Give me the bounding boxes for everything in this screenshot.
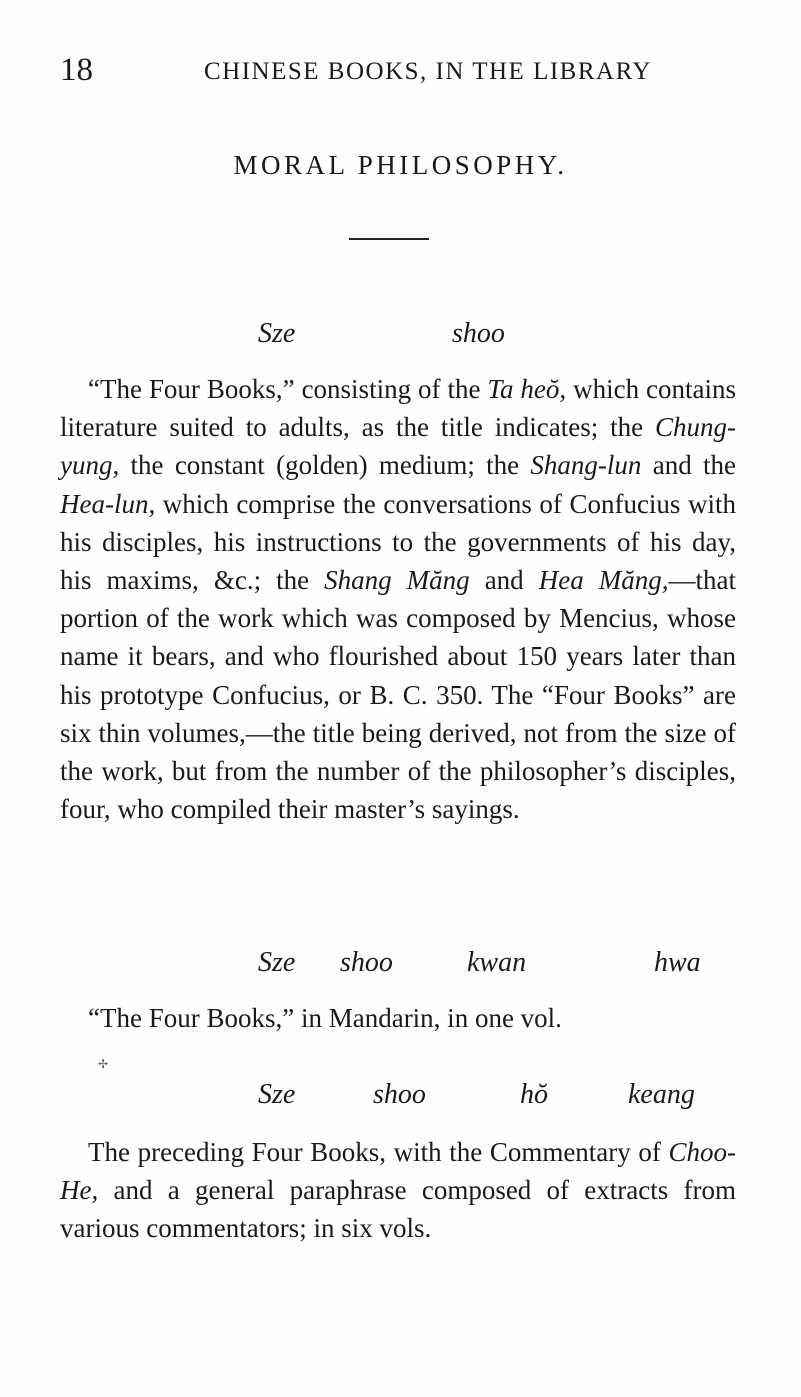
entry-1-title-hea-lun: Hea-lun,	[60, 488, 156, 519]
entry-1-era: B. C.	[369, 679, 428, 710]
entry-1-text-8: 350. The “Four Books” are six thin volumes,—the title being derived, not from the size of the work, but from the number of the philosopher’s disciples, four, who compiled their master’s sayings.	[60, 679, 736, 825]
entry-2-romanized-2: shoo	[340, 947, 393, 978]
ink-speck: ✢	[98, 1057, 109, 1071]
entry-1-text-2: which contains literature suited to adults, as the title indicates; the	[60, 374, 737, 443]
entry-3-text-2: and a general paraphrase composed of extracts from various commentators; in six vols.	[60, 1175, 736, 1244]
running-head: CHINESE BOOKS, IN THE LIBRARY	[204, 58, 652, 85]
section-divider	[349, 238, 429, 240]
entry-1-description	[60, 370, 736, 828]
entry-1-text-1: “The Four Books,” consisting of the	[88, 374, 488, 404]
entry-1-title-shang-mang: Shang Măng	[324, 565, 470, 596]
entry-1-title-shang-lun: Shang-lun	[530, 450, 642, 481]
entry-1-text-4: and the	[641, 450, 736, 481]
entry-3-description	[60, 1133, 736, 1248]
entry-3-title-choo-he: Choo-He,	[60, 1137, 736, 1206]
entry-2-text: “The Four Books,” in Mandarin, in one vol.	[88, 1003, 562, 1033]
entry-1-text-6: and	[469, 565, 539, 596]
entry-3-romanized-2: shoo	[373, 1079, 426, 1110]
page-header	[60, 52, 740, 96]
entry-1-romanized-2: shoo	[452, 318, 505, 349]
entry-3-romanized-1: Sze	[258, 1079, 296, 1110]
entry-3-text-1: The preceding Four Books, with the Commentary of	[88, 1137, 669, 1167]
entry-1-text-7: —that portion of the work which was composed by Mencius, whose name it bears, and who flourished about 150 years later than his prototype Confucius, or	[60, 565, 736, 710]
entry-2-description	[60, 999, 736, 1037]
entry-2-romanized-1: Sze	[258, 947, 296, 978]
entry-2-romanized-3: kwan	[467, 947, 527, 978]
entry-3-romanized-4: keang	[628, 1079, 695, 1110]
entry-2-romanized-4: hwa	[654, 947, 701, 978]
entry-1-title-hea-mang: Hea Măng,	[538, 565, 669, 596]
page-number: 18	[60, 52, 93, 88]
entry-1-title-chung-yung: Chung-yung,	[60, 412, 736, 481]
section-title: MORAL PHILOSOPHY.	[233, 150, 568, 180]
entry-1-text-5: which comprise the conversations of Confucius with his disciples, his instructions to the governments of his day, his maxims, &c.; the	[60, 488, 736, 596]
entry-1-romanized-1: Sze	[258, 318, 296, 349]
entry-1-text-3: the constant (golden) medium; the	[119, 450, 531, 481]
entry-1-title-ta-heo: Ta heŏ,	[487, 374, 567, 404]
entry-3-romanized-3: hŏ	[520, 1079, 548, 1110]
